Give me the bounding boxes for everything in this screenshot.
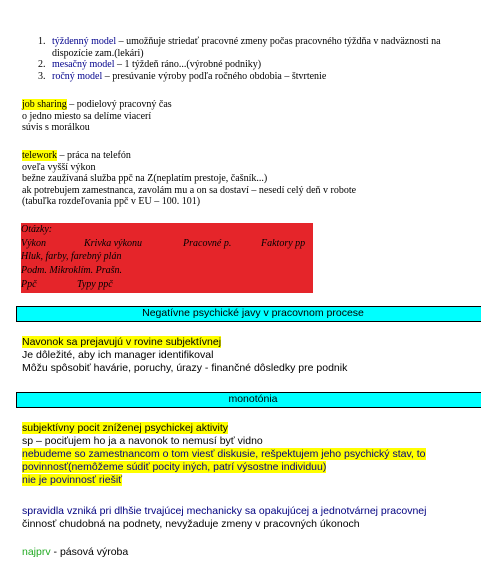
question-item: Ppč: [21, 279, 37, 290]
telework-line: (tabuľka rozdeľovania ppč v EU – 100. 101): [22, 196, 201, 207]
negative-section: [22, 336, 347, 375]
job-sharing-term: job sharing: [22, 99, 67, 110]
telework-term: telework: [22, 150, 57, 161]
question-item: Typy ppč: [77, 279, 113, 290]
model-desc: – umožňuje striedať pracovné zmeny počas pracovného týždňa v nadväznosti na: [116, 36, 441, 47]
model-desc-cont: dispozície zam.(lekári): [52, 47, 144, 59]
telework-line: oveľa vyšší výkon: [22, 161, 96, 173]
question-item: Pracovné p.: [183, 238, 232, 249]
text-line: sp – pociťujem ho ja a navonok to nemusí byť vidno: [22, 435, 263, 447]
highlighted-line: subjektívny pocit zníženej psychickej aktivity: [22, 422, 229, 434]
first-line: [22, 546, 128, 559]
work-models-list: [28, 36, 481, 82]
questions-label: Otázky:: [21, 224, 53, 235]
text-line: činnosť chudobná na podnety, nevyžaduje zmeny v pracovných úkonoch: [22, 518, 360, 530]
model-term: mesačný model: [52, 59, 115, 70]
first-desc: - pásová výroba: [50, 546, 129, 558]
model-term: týždenný model: [52, 36, 117, 47]
telework-block: [22, 150, 356, 208]
list-item: [48, 59, 481, 71]
text-line: Môžu spôsobiť havárie, poruchy, úrazy - finančné dôsledky pre podnik: [22, 362, 348, 374]
highlighted-line: povinnosť(nemôžeme súdiť pocity iných, patrí výsostne individuu): [22, 461, 327, 473]
model-desc: – 1 týždeň ráno...(výrobné podniky): [114, 59, 262, 70]
question-item: Krivka výkonu: [84, 238, 143, 249]
model-term: ročný model: [52, 70, 103, 82]
question-item: Faktory pp: [261, 238, 306, 249]
first-term: najprv: [22, 546, 51, 558]
section-header-monotony: monotónia: [16, 392, 481, 408]
telework-line: ak potrebujem zamestnanca, zavolám mu a on sa dostaví – nesedí celý deň v robote: [22, 184, 357, 196]
question-item: Podm. Mikroklím. Prašn.: [21, 265, 123, 276]
questions-box: [21, 223, 313, 293]
question-item: Výkon: [21, 238, 46, 249]
job-sharing-block: [22, 99, 172, 134]
highlighted-line: nie je povinnosť riešiť: [22, 474, 123, 486]
model-desc: – presúvanie výroby podľa ročného obdobia – štvrtenie: [102, 70, 327, 82]
monotony-origin: [22, 505, 426, 531]
job-sharing-line: súvis s morálkou: [22, 122, 90, 133]
text-line: Je dôležité, aby ich manager identifikoval: [22, 349, 214, 361]
section-header-negative: Negatívne psychické javy v pracovnom procese: [16, 306, 481, 322]
job-sharing-line: – podielový pracovný čas: [66, 99, 172, 110]
monotony-section: [22, 422, 426, 487]
highlighted-line: nebudeme so zamestnancom o tom viesť diskusie, rešpektujem jeho psychický stav, to: [22, 448, 426, 460]
telework-line: – práca na telefón: [57, 150, 131, 161]
telework-line: bežne zaužívaná služba ppč na Z(neplatím prestoje, čašník...): [22, 173, 268, 184]
list-item: [48, 36, 481, 59]
question-item: Hluk, farby, farebný plán: [21, 251, 122, 262]
list-item: [48, 71, 481, 83]
job-sharing-line: o jedno miesto sa delíme viacerí: [22, 110, 152, 122]
highlighted-line: Navonok sa prejavujú v rovine subjektívnej: [22, 336, 222, 348]
text-line: spravidla vzniká pri dlhšie trvajúcej mechanicky sa opakujúcej a jednotvárnej pracovnej: [22, 505, 427, 517]
